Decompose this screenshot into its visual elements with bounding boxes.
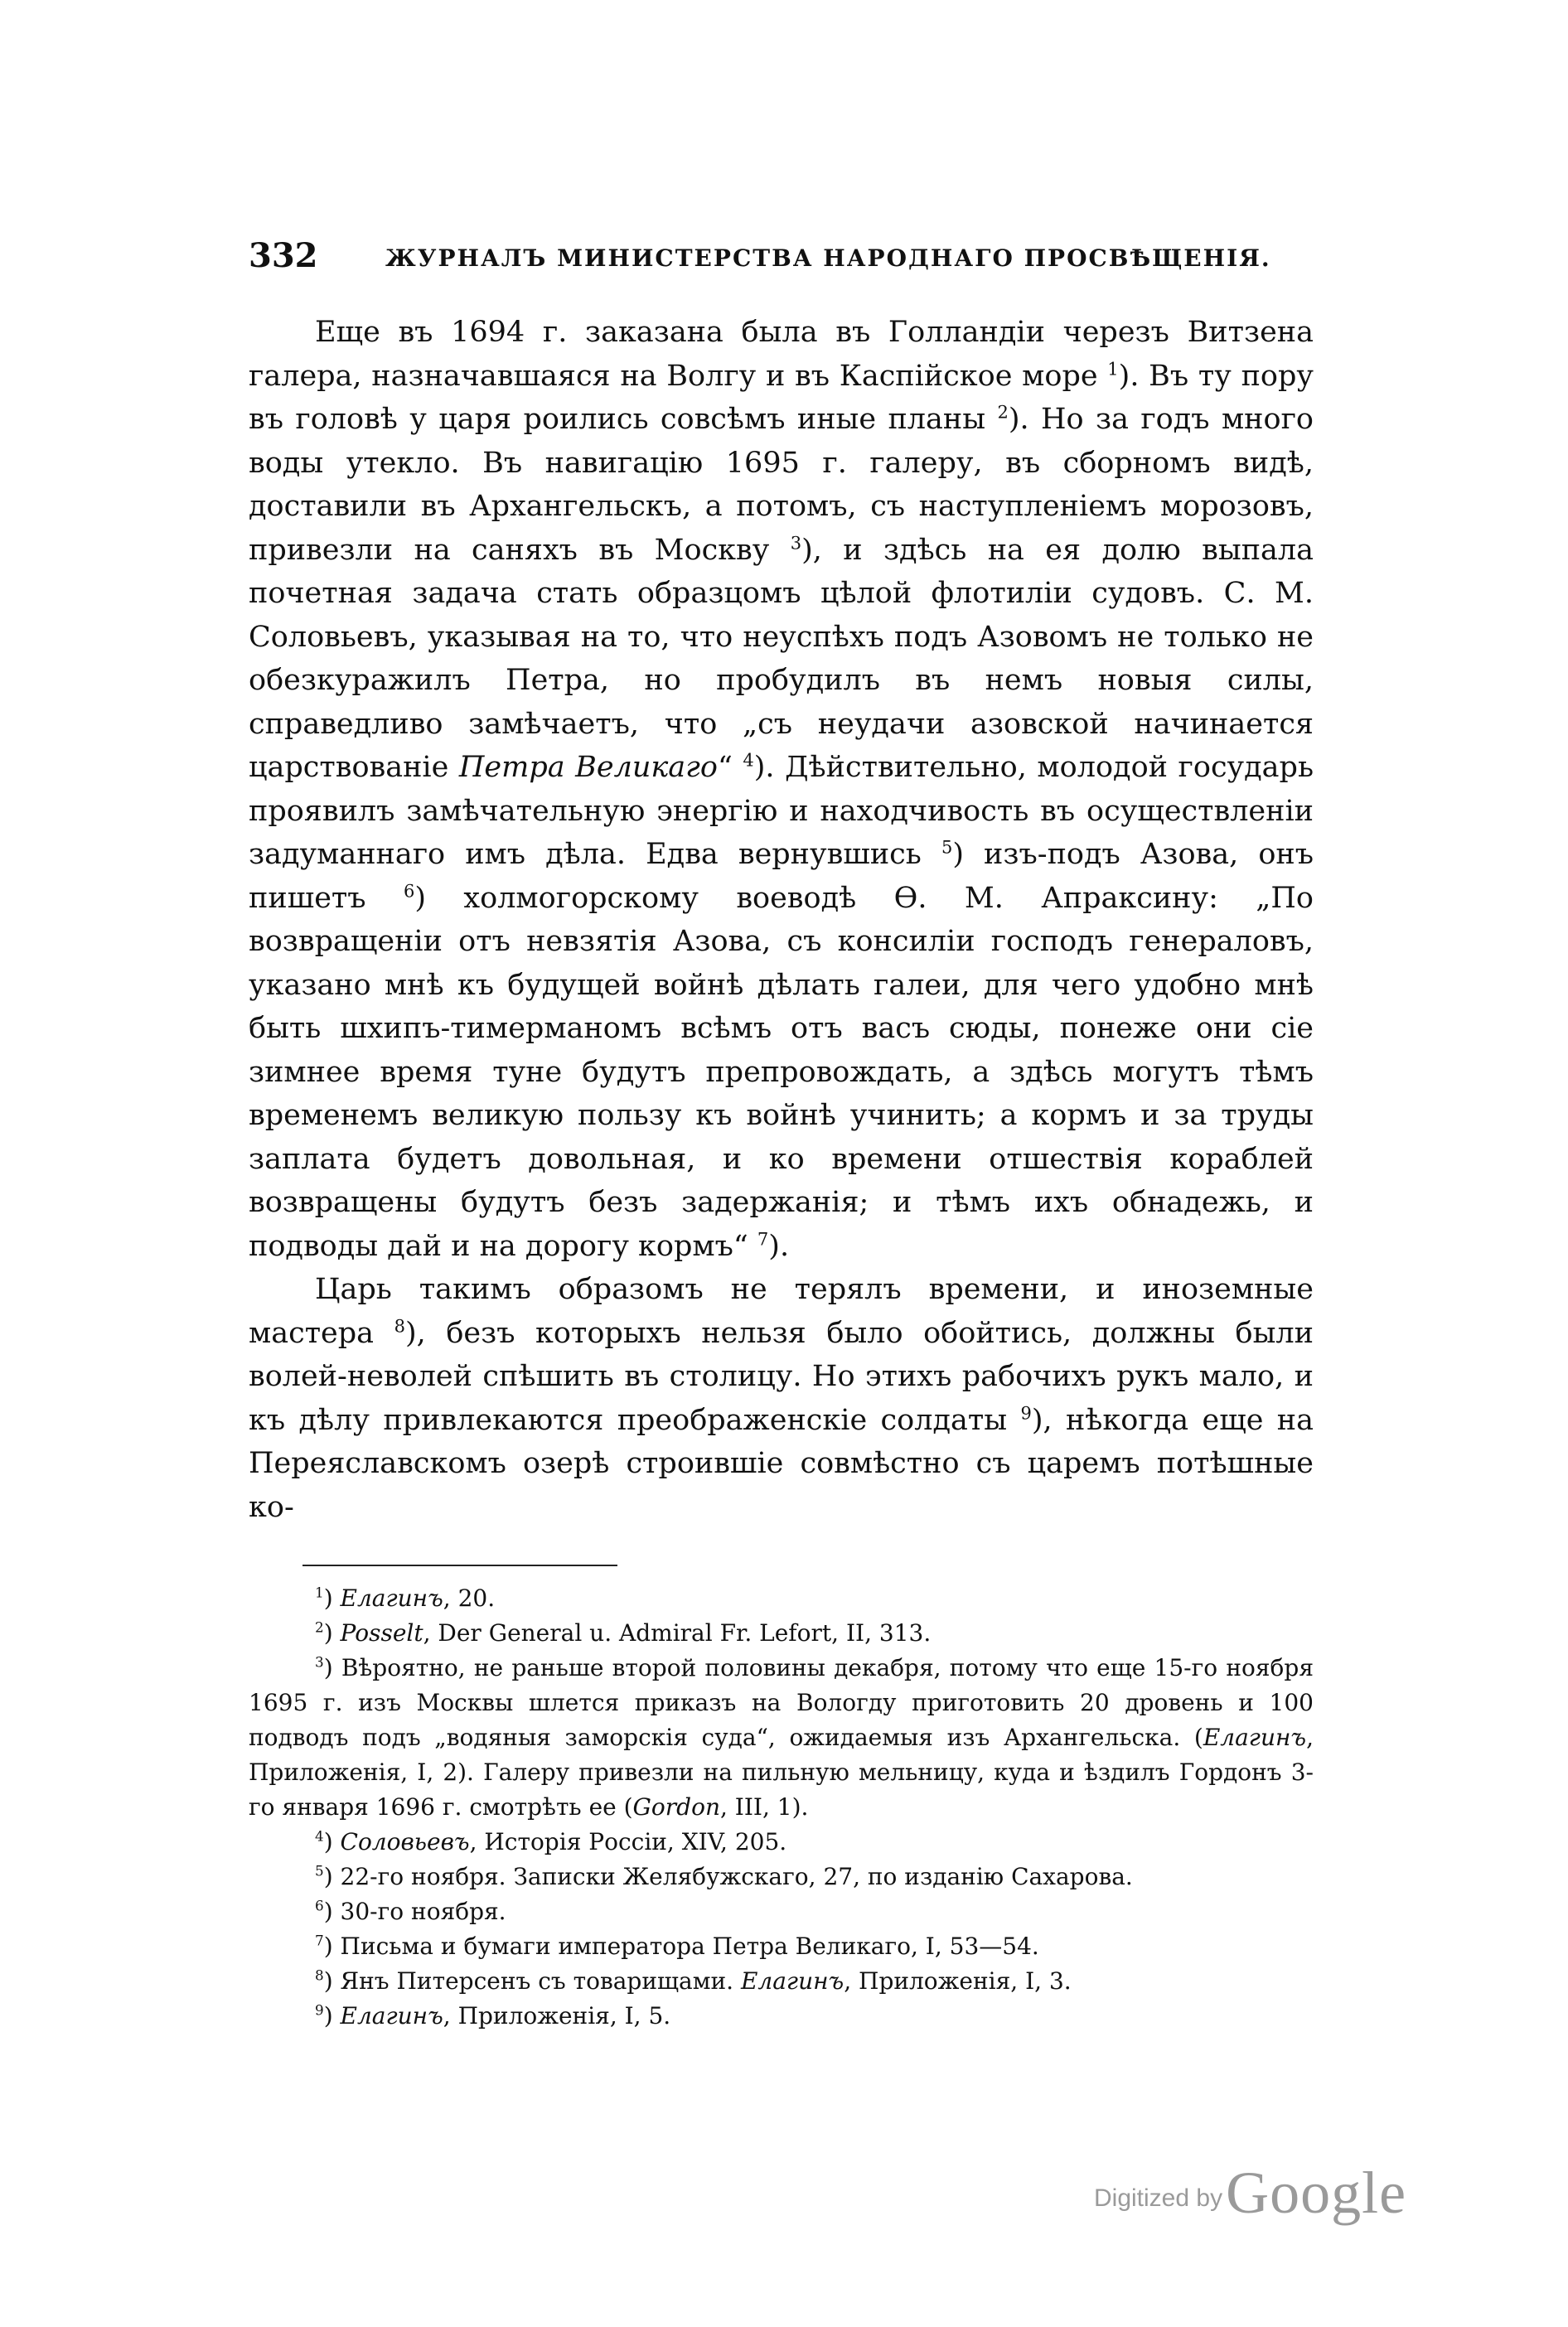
page-number: 332 <box>249 236 318 275</box>
text-run: Вѣроятно, не раньше второй половины декабря, потому что еще 15-го ноября 1695 г. изъ Москвы шлется приказъ на Вологду приготовить 20 дровень и 100 подводъ подъ „водяныя заморскія суда“, ожидаемыя изъ Архангельска. ( <box>249 1654 1314 1751</box>
italic-run: Posselt <box>340 1619 423 1647</box>
footnote-ref-3: 3 <box>790 532 802 553</box>
text-run: , Приложенія, I, 5. <box>443 2002 671 2029</box>
footnote-4: $^4$) Соловьевъ, Исторія Россіи, XIV, 205. <box>315 1827 787 1855</box>
footnote-ref-6: 6 <box>403 880 415 901</box>
running-head: ЖУРНАЛЪ МИНИСТЕРСТВА НАРОДНАГО ПРОСВѢЩЕНІЯ. <box>385 244 1271 272</box>
italic-run: Соловьевъ <box>340 1828 470 1855</box>
paragraph-2 <box>249 1268 1314 1529</box>
footnote-divider <box>302 1565 617 1566</box>
italic-run: Елагинъ <box>1203 1724 1307 1751</box>
footnote-3: $^3$) Вѣроятно, не раньше второй половины декабря, потому что еще 15-го ноября 1695 г. изъ Москвы шлется приказъ на Вологду приготовить 20 дровень и 100 подводъ подъ „водяныя заморскія суда“, ожидаемыя изъ Архангельска. (Елагинъ, Приложенія, I, 2). Галеру привезли на пильную мельницу, куда и ѣздилъ Гордонъ 3-го января 1696 г. смотрѣть ее (Gordon, III, 1). <box>249 1653 1314 1821</box>
text-run: Царь такимъ образомъ не терялъ времени, и иноземные мастера <box>249 1273 1314 1350</box>
text-run: , 20. <box>443 1584 496 1612</box>
watermark-prefix: Digitized by <box>1094 2184 1223 2212</box>
text-run: Еще въ 1694 г. заказана была въ Голландіи черезъ Витзена галера, назначавшаяся на Волгу и въ Каспійское море <box>249 316 1314 393</box>
italic-run: Gordon <box>632 1793 720 1821</box>
text-run: 30-го ноября. <box>332 1898 506 1925</box>
text-run: ), и здѣсь на ея долю выпала почетная задача стать образцомъ цѣлой флотиліи судовъ. С. М. Соловьевъ, указывая на то, что неуспѣхъ подъ Азовомъ не только не обезкуражилъ Петра, но пробудилъ въ немъ новыя силы, справедливо замѣчаетъ, что „съ неудачи азовской начинается царствованіе <box>249 533 1314 784</box>
footnote-8: $^8$) Янъ Питерсенъ съ товарищами. Елагинъ, Приложенія, I, 3. <box>315 1967 1072 1995</box>
footnote-marker: 2 <box>315 1618 324 1636</box>
footnote-marker: 8 <box>315 1967 324 1984</box>
text-run: Письма и бумаги императора Петра Великаго, I, 53—54. <box>332 1933 1039 1960</box>
italic-run: Елагинъ <box>340 1584 443 1612</box>
text-run: , III, 1). <box>719 1793 809 1821</box>
text-run: , Приложенія, I, 3. <box>844 1967 1072 1995</box>
footnote-2: $^2$) Posselt, Der General u. Admiral Fr. Lefort, II, 313. <box>315 1618 932 1647</box>
google-logo: Google <box>1226 2160 1407 2226</box>
footnote-ref-7: 7 <box>757 1228 769 1249</box>
text-run: Янъ Питерсенъ съ товарищами. <box>332 1967 741 1995</box>
text-run: ). <box>768 1229 790 1263</box>
text-run: , Исторія Россіи, XIV, 205. <box>469 1828 787 1855</box>
text-run: ). Въ ту пору въ головѣ у царя роились совсѣмъ иные планы <box>249 359 1314 436</box>
footnote-7: $^7$) Письма и бумаги императора Петра Великаго, I, 53—54. <box>315 1932 1039 1960</box>
footnote-marker: 9 <box>315 2001 324 2019</box>
page-header <box>249 236 1309 286</box>
text-run: “ <box>717 751 743 784</box>
italic-run: Елагинъ <box>340 2002 443 2029</box>
footnotes <box>249 1581 1314 2034</box>
footnote-6: $^6$) 30-го ноября. <box>315 1897 506 1925</box>
text-run: ), безъ которыхъ нельзя было обойтись, должны были волей-неволей спѣшить въ столицу. Но этихъ рабочихъ рукъ мало, и къ дѣлу привлекаются преображенскіе солдаты <box>249 1316 1314 1437</box>
text-run: ). Дѣйствительно, молодой государь проявилъ замѣчательную энергію и находчивость въ осуществленіи задуманнаго имъ дѣла. Едва вернувшись <box>249 751 1314 871</box>
paragraph-1 <box>249 311 1314 1268</box>
footnote-marker: 5 <box>315 1862 324 1880</box>
footnote-ref-8: 8 <box>394 1315 405 1336</box>
footnote-5: $^5$) 22-го ноября. Записки Желябужскаго, 27, по изданію Сахарова. <box>315 1862 1133 1890</box>
italic-run: Петра Великаго <box>458 751 718 784</box>
footnote-ref-1: 1 <box>1107 358 1119 379</box>
footnote-marker: 1 <box>315 1584 324 1601</box>
footnote-1: $^1$) Елагинъ, 20. <box>315 1584 496 1612</box>
footnote-ref-4: 4 <box>743 750 754 771</box>
footnote-ref-5: 5 <box>941 837 953 858</box>
footnote-ref-9: 9 <box>1020 1402 1032 1423</box>
text-run: , Der General u. Admiral Fr. Lefort, II, 313. <box>423 1619 932 1647</box>
footnote-ref-2: 2 <box>997 402 1009 423</box>
italic-run: Елагинъ <box>740 1967 844 1995</box>
text-run: ) холмогорскому воеводѣ Ѳ. М. Апраксину: „По возвращеніи отъ невзятія Азова, съ консиліи господъ генераловъ, указано мнѣ къ будущей войнѣ дѣлать галеи, для чего удобно мнѣ быть шхипъ-тимерманомъ всѣмъ отъ васъ сюды, понеже они сіе зимнее время туне будутъ препровождать, а здѣсь могутъ тѣмъ временемъ великую пользу къ войнѣ учинить; а кормъ и за труды заплата будетъ довольная, и ко времени отшествія кораблей возвращены будутъ безъ задержанія; и тѣмъ ихъ обнадежь, и подводы дай и на дорогу кормъ“ <box>249 881 1314 1263</box>
digitized-watermark <box>1094 2159 1406 2228</box>
footnote-marker: 3 <box>315 1653 324 1671</box>
footnote-marker: 6 <box>315 1897 324 1914</box>
text-run: ). Но за годъ много воды утекло. Въ навигацію 1695 г. галеру, въ сборномъ видѣ, доставили въ Архангельскъ, а потомъ, съ наступленіемъ морозовъ, привезли на саняхъ въ Москву <box>249 403 1314 567</box>
main-text <box>249 311 1314 1529</box>
text-run: ), нѣкогда еще на Переяславскомъ озерѣ строившіе совмѣстно съ царемъ потѣшные ко- <box>249 1403 1314 1524</box>
text-run: 22-го ноября. Записки Желябужскаго, 27, по изданію Сахарова. <box>332 1863 1133 1890</box>
footnote-9: $^9$) Елагинъ, Приложенія, I, 5. <box>315 2001 671 2029</box>
footnote-marker: 7 <box>315 1932 324 1949</box>
footnote-marker: 4 <box>315 1827 324 1845</box>
text-run: , Приложенія, I, 2). Галеру привезли на пильную мельницу, куда и ѣздилъ Гордонъ 3-го января 1696 г. смотрѣть ее ( <box>249 1724 1314 1821</box>
text-run: ) изъ-подъ Азова, онъ пишетъ <box>249 838 1314 915</box>
